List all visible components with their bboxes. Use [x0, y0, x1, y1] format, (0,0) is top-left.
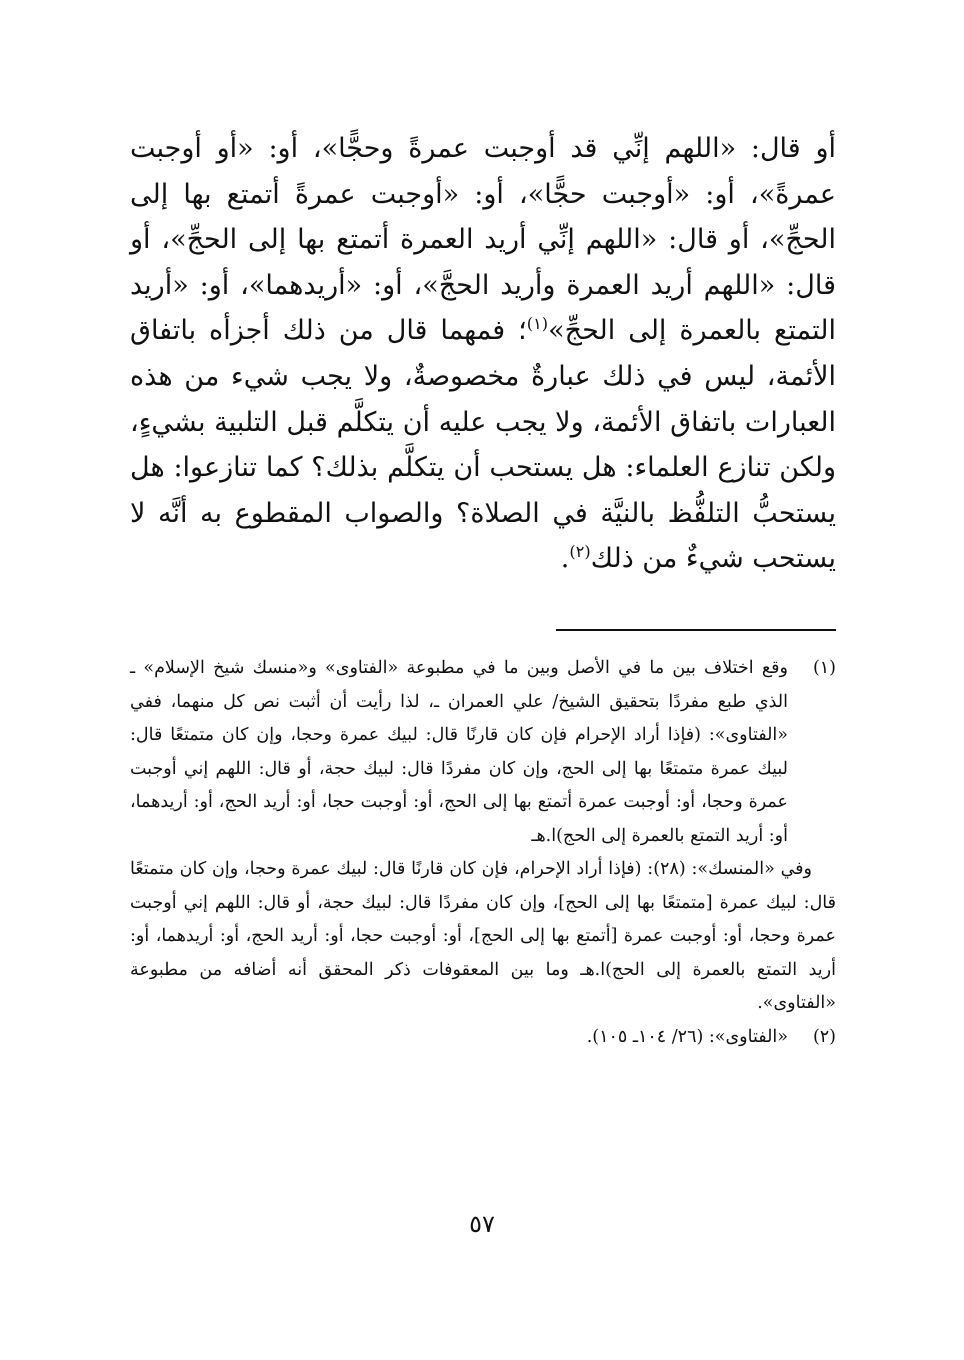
- footnote-1-continuation: وفي «المنسك»: (٢٨): (فإذا أراد الإحرام، فإن كان قارنًا قال: لبيك عمرة وحجا، وإن كان متمتعًا قال: لبيك عمرة [متمتعًا بها إلى الحج]، وإن كان مفردًا قال: لبيك حجة، أو قال: اللهم إني أوجبت عمرة وحجا، أو: أوجبت عمرة [أتمتع بها إلى الحج]، أو: أوجبت حجا، أو: أريد الحج، أو: أريدهما، أو: أريد التمتع بالعمرة إلى الحج)ا.هـ وما بين المعقوفات ذكر المحقق أنه أضافه من مطبوعة «الفتاوى».: [130, 859, 836, 1013]
- main-paragraph: [130, 126, 836, 582]
- footnote-separator: [556, 629, 836, 631]
- footnote-2-number: (٢): [812, 1026, 836, 1047]
- footnotes: [130, 652, 836, 1054]
- footnote-1-text: وقع اختلاف بين ما في الأصل وبين ما في مطبوعة «الفتاوى» و«منسك شيخ الإسلام» ـ الذي طبع مفردًا بتحقيق الشيخ/ علي العمران ـ، لذا رأيت أن أثبت نص كل منهما، ففي «الفتاوى»: (فإذا أراد الإحرام فإن كان قارنًا قال: لبيك عمرة وحجا، وإن كان متمتعًا قال: لبيك عمرة متمتعًا بها إلى الحج، وإن كان مفردًا قال: لبيك حجة، أو قال: اللهم إني أوجبت عمرة وحجا، أو: أوجبت عمرة أتمتع بها إلى الحج، أو: أوجبت حجا، أو: أريد الحج، أو: أريدهما، أو: أريد التمتع بالعمرة إلى الحج)ا.هـ: [130, 658, 788, 846]
- main-text-end: .: [560, 543, 570, 575]
- footnote-2: [130, 1021, 836, 1055]
- main-text-part-2: ؛ فمهما قال من ذلك أجزأه باتفاق الأئمة، ليس في ذلك عبارةٌ مخصوصةٌ، ولا يجب شيء من هذه العبارات باتفاق الأئمة، ولا يجب عليه أن يتكلَّم قبل التلبية بشيءٍ، ولكن تنازع العلماء: هل يستحب أن يتكلَّم بذلك؟ كما تنازعوا: هل يستحبُّ التلفُّظ بالنيَّة في الصلاة؟ والصواب المقطوع به أنَّه لا يستحب شيءٌ من ذلك: [130, 315, 836, 575]
- page-number: ٥٧: [469, 1210, 495, 1238]
- main-text-block: [130, 126, 836, 582]
- main-text-part-1: أو قال: «اللهم إنِّي قد أوجبت عمرةً وحجًّا»، أو: «أو أوجبت عمرةً»، أو: «أوجبت حجًّا»، أو: «أوجبت عمرةً أتمتع بها إلى الحجِّ»، أو قال: «اللهم إنِّي أريد العمرة أتمتع بها إلى الحجِّ»، أو قال: «اللهم أريد العمرة وأريد الحجَّ»، أو: «أريدهما»، أو: «أريد التمتع بالعمرة إلى الحجِّ»: [130, 133, 836, 347]
- footnote-2-text: «الفتاوى»: (٢٦/ ١٠٤ـ ١٠٥).: [586, 1026, 788, 1047]
- footnote-ref-2[interactable]: (٢): [569, 542, 591, 562]
- footnote-1: [130, 652, 836, 853]
- footnote-1-number: (١): [812, 658, 836, 678]
- footnote-ref-1[interactable]: (١): [526, 314, 549, 334]
